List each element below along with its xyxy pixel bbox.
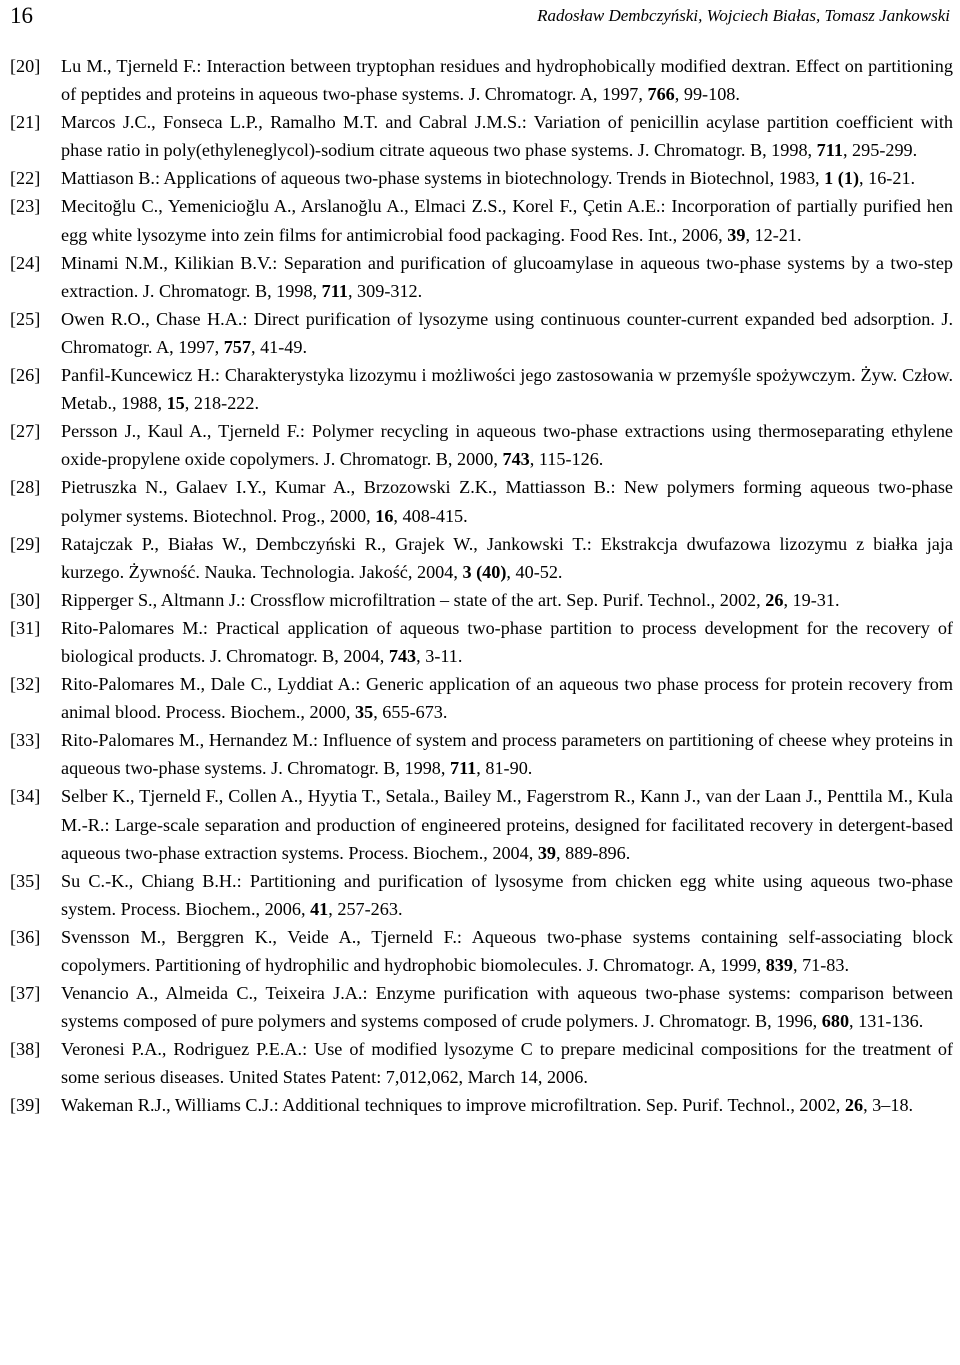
reference-volume: 839 bbox=[765, 955, 793, 975]
reference-entry bbox=[10, 473, 953, 529]
reference-number: [37] bbox=[10, 983, 41, 1004]
reference-pages: , 12-21. bbox=[745, 224, 802, 245]
reference-pages: , 71-83. bbox=[792, 955, 850, 975]
reference-volume: 766 bbox=[647, 84, 675, 105]
reference-pages: , 19-31. bbox=[783, 589, 840, 610]
reference-body: Lu M., Tjerneld F.: Interaction between tryptophan residues and hydrophobically modified dextran. Effect on partitioning of peptides and proteins in aqueous two-phase systems. J. Chromatogr. A, 1997, bbox=[61, 56, 953, 105]
reference-volume: 15 bbox=[166, 393, 185, 414]
reference-pages: , 3-11. bbox=[416, 645, 463, 666]
reference-pages: , 16-21. bbox=[859, 168, 916, 189]
reference-number: [34] bbox=[10, 786, 41, 807]
reference-entry bbox=[10, 305, 953, 361]
reference-pages: , 295-299. bbox=[842, 140, 918, 161]
reference-number: [26] bbox=[10, 365, 41, 386]
reference-text bbox=[61, 164, 953, 192]
reference-body: Persson J., Kaul A., Tjerneld F.: Polymer recycling in aqueous two-phase extractions using thermoseparating ethylene oxide-propylene oxide copolymers. J. Chromatogr. B, 2000, bbox=[61, 421, 953, 470]
reference-entry bbox=[10, 249, 953, 305]
reference-body: Rito-Palomares M.: Practical application of aqueous two-phase partition to process development for the recovery of biological products. J. Chromatogr. B, 2004, bbox=[61, 617, 953, 666]
reference-text bbox=[61, 1035, 953, 1091]
reference-volume: 757 bbox=[223, 336, 251, 357]
page-number: 16 bbox=[10, 3, 33, 28]
reference-number: [24] bbox=[10, 252, 41, 273]
reference-number: [27] bbox=[10, 421, 41, 442]
reference-text bbox=[61, 417, 953, 473]
reference-body: Panfil-Kuncewicz H.: Charakterystyka lizozymu i możliwości jego zastosowania w przemyśle spożywczym. Żyw. Człow. Metab., 1988, bbox=[61, 365, 953, 414]
reference-entry bbox=[10, 192, 953, 248]
reference-body: Wakeman R.J., Williams C.J.: Additional techniques to improve microfiltration. Sep. Purif. Technol., 2002, bbox=[61, 1095, 845, 1116]
reference-pages: , 131-136. bbox=[849, 1011, 924, 1032]
reference-body: Ripperger S., Altmann J.: Crossflow microfiltration – state of the art. Sep. Purif. Technol., 2002, bbox=[61, 589, 766, 610]
reference-body: Su C.-K., Chiang B.H.: Partitioning and purification of lysosyme from chicken egg white using aqueous two-phase system. Process. Biochem., 2006, bbox=[61, 870, 953, 919]
reference-pages: , 309-312. bbox=[347, 280, 423, 301]
running-head: Radosław Dembczyński, Wojciech Białas, Tomasz Jankowski bbox=[537, 6, 950, 25]
reference-body: Veronesi P.A., Rodriguez P.E.A.: Use of modified lysozyme C to prepare medicinal compositions for the treatment of some serious diseases. United States Patent: 7,012,062, March 14, 2006. bbox=[61, 1039, 953, 1088]
reference-pages: , 115-126. bbox=[529, 449, 604, 470]
reference-entry bbox=[10, 867, 953, 923]
reference-volume: 3 (40) bbox=[462, 561, 507, 582]
reference-volume: 39 bbox=[537, 842, 557, 863]
reference-volume: 711 bbox=[816, 140, 843, 161]
reference-text bbox=[61, 249, 953, 305]
reference-text bbox=[61, 923, 953, 979]
reference-text bbox=[61, 782, 953, 866]
reference-entry bbox=[10, 361, 953, 417]
reference-text bbox=[61, 726, 953, 782]
reference-body: Ratajczak P., Białas W., Dembczyński R., Grajek W., Jankowski T.: Ekstrakcja dwufazowa lizozymu z białka jaja kurzego. Żywność. Nauka. Technologia. Jakość, 2004, bbox=[61, 533, 953, 582]
page-header bbox=[0, 0, 960, 36]
reference-pages: , 655-673. bbox=[373, 702, 448, 723]
reference-number: [25] bbox=[10, 308, 41, 329]
reference-body: Venancio A., Almeida C., Teixeira J.A.: Enzyme purification with aqueous two-phase systems: comparison between systems composed of pure polymers and systems composed of crude polymers. J. Chromatogr. B, 1996, bbox=[61, 983, 953, 1032]
reference-entry bbox=[10, 614, 953, 670]
reference-entry bbox=[10, 417, 953, 473]
reference-volume: 16 bbox=[375, 505, 394, 526]
reference-number: [35] bbox=[10, 870, 41, 891]
reference-body: Selber K., Tjerneld F., Collen A., Hyytia T., Setala., Bailey M., Fagerstrom R., Kann J., van der Laan J., Penttila M., Kula M.-R.: Large-scale separation and production of engineered proteins, designed for facilitated recovery in detergent-based aqueous two-phase extraction systems. Process. Biochem., 2004, bbox=[61, 786, 953, 863]
reference-text bbox=[61, 670, 953, 726]
reference-body: Svensson M., Berggren K., Veide A., Tjerneld F.: Aqueous two-phase systems containing self-associating block copolymers. Partitioning of hydrophilic and hydrophobic biomolecules. J. Chromatogr. A, 1999, bbox=[61, 926, 953, 975]
reference-list bbox=[10, 52, 953, 1120]
reference-entry bbox=[10, 586, 953, 614]
reference-text bbox=[61, 1091, 953, 1119]
reference-entry bbox=[10, 670, 953, 726]
reference-text bbox=[61, 530, 953, 586]
reference-number: [31] bbox=[10, 617, 41, 638]
reference-body: Marcos J.C., Fonseca L.P., Ramalho M.T. and Cabral J.M.S.: Variation of penicillin acylase partition coefficient with phase ratio in poly(ethyleneglycol)-sodium citrate aqueous two phase systems. J. Chromatogr. B, 1998, bbox=[61, 112, 953, 161]
reference-body: Owen R.O., Chase H.A.: Direct purification of lysozyme using continuous counter-current expanded bed adsorption. J. Chromatogr. A, 1997, bbox=[61, 308, 953, 357]
reference-pages: , 40-52. bbox=[506, 561, 563, 582]
reference-pages: , 81-90. bbox=[476, 758, 533, 779]
reference-text bbox=[61, 979, 953, 1035]
reference-pages: , 99-108. bbox=[674, 84, 740, 105]
reference-number: [30] bbox=[10, 589, 41, 610]
reference-volume: 1 (1) bbox=[824, 168, 860, 189]
reference-volume: 26 bbox=[844, 1095, 864, 1116]
reference-volume: 39 bbox=[727, 224, 746, 245]
reference-entry bbox=[10, 530, 953, 586]
reference-volume: 35 bbox=[355, 702, 374, 723]
reference-text bbox=[61, 361, 953, 417]
reference-text bbox=[61, 473, 953, 529]
reference-text bbox=[61, 192, 953, 248]
reference-number: [33] bbox=[10, 730, 41, 751]
reference-number: [28] bbox=[10, 477, 41, 498]
reference-pages: , 257-263. bbox=[328, 898, 403, 919]
reference-text bbox=[61, 614, 953, 670]
reference-body: Rito-Palomares M., Dale C., Lyddiat A.: Generic application of an aqueous two phase process for protein recovery from animal blood. Process. Biochem., 2000, bbox=[61, 674, 953, 723]
reference-entry bbox=[10, 52, 953, 108]
reference-text bbox=[61, 52, 953, 108]
reference-pages: , 408-415. bbox=[393, 505, 468, 526]
reference-volume: 711 bbox=[321, 280, 348, 301]
reference-number: [36] bbox=[10, 926, 41, 947]
reference-volume: 743 bbox=[502, 449, 530, 470]
reference-entry bbox=[10, 979, 953, 1035]
reference-entry bbox=[10, 923, 953, 979]
reference-number: [23] bbox=[10, 196, 41, 217]
reference-number: [20] bbox=[10, 56, 41, 76]
reference-text bbox=[61, 586, 953, 614]
reference-entry bbox=[10, 108, 953, 164]
reference-text bbox=[61, 867, 953, 923]
reference-body: Minami N.M., Kilikian B.V.: Separation and purification of glucoamylase in aqueous two-phase systems by a two-step extraction. J. Chromatogr. B, 1998, bbox=[61, 252, 953, 301]
reference-number: [21] bbox=[10, 112, 41, 133]
reference-body: Rito-Palomares M., Hernandez M.: Influence of system and process parameters on partitioning of cheese whey proteins in aqueous two-phase systems. J. Chromatogr. B, 1998, bbox=[61, 730, 953, 779]
reference-body: Mecitoğlu C., Yemenicioğlu A., Arslanoğlu A., Elmaci Z.S., Korel F., Çetin A.E.: Incorporation of partially purified hen egg white lysozyme into zein films for antimicrobial food packaging. Food Res. Int., 2006, bbox=[61, 196, 953, 245]
reference-number: [22] bbox=[10, 168, 41, 189]
reference-pages: , 3–18. bbox=[863, 1095, 914, 1116]
reference-pages: , 889-896. bbox=[556, 842, 631, 863]
reference-number: [39] bbox=[10, 1095, 41, 1116]
reference-text bbox=[61, 305, 953, 361]
reference-body: Pietruszka N., Galaev I.Y., Kumar A., Brzozowski Z.K., Mattiasson B.: New polymers forming aqueous two-phase polymer systems. Biotechnol. Prog., 2000, bbox=[61, 477, 953, 526]
reference-number: [38] bbox=[10, 1039, 41, 1060]
reference-entry bbox=[10, 1035, 953, 1091]
reference-pages: , 41-49. bbox=[250, 336, 308, 357]
reference-volume: 41 bbox=[310, 898, 329, 919]
reference-number: [32] bbox=[10, 674, 41, 695]
reference-volume: 680 bbox=[821, 1011, 850, 1032]
reference-body: Mattiason B.: Applications of aqueous two-phase systems in biotechnology. Trends in Biotechnol, 1983, bbox=[61, 168, 825, 189]
reference-volume: 743 bbox=[388, 645, 417, 666]
reference-number: [29] bbox=[10, 533, 41, 554]
reference-volume: 711 bbox=[449, 758, 477, 779]
reference-entry bbox=[10, 726, 953, 782]
reference-volume: 26 bbox=[765, 589, 784, 610]
reference-pages: , 218-222. bbox=[184, 393, 260, 414]
reference-entry bbox=[10, 164, 953, 192]
reference-entry bbox=[10, 782, 953, 866]
reference-entry bbox=[10, 1091, 953, 1119]
reference-text bbox=[61, 108, 953, 164]
